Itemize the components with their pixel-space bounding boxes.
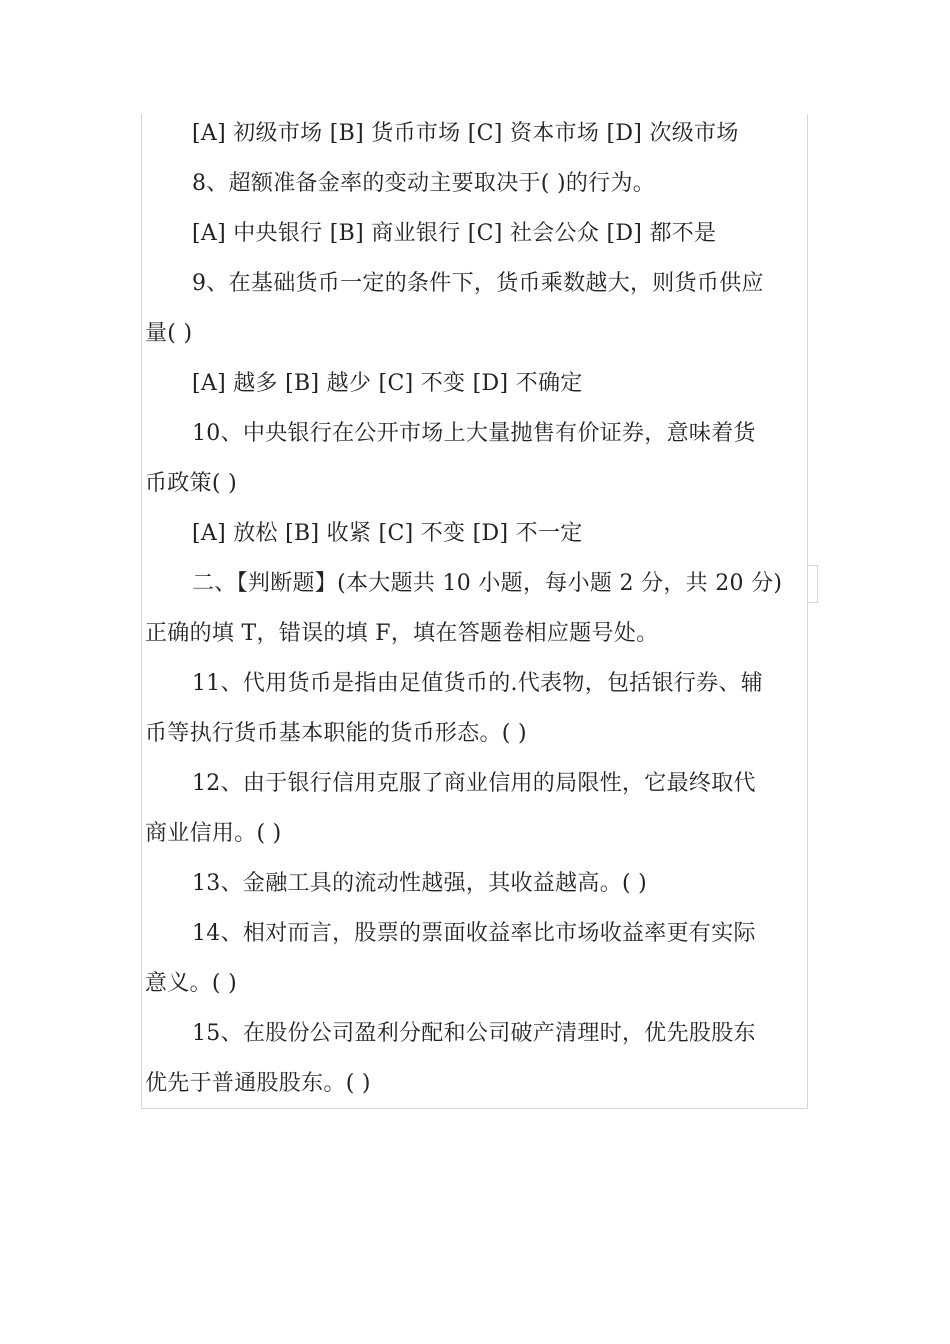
question-10-stem-line-2: 币政策( ) <box>145 471 237 496</box>
question-9-stem-line-2: 量( ) <box>145 321 193 346</box>
question-7-options: [A] 初级市场 [B] 货币市场 [C] 资本市场 [D] 次级市场 <box>192 121 739 146</box>
question-11-line-2: 币等执行货币基本职能的货币形态。( ) <box>145 721 527 746</box>
question-14-line-2: 意义。( ) <box>145 971 237 996</box>
question-8-stem: 8、超额准备金率的变动主要取决于( )的行为。 <box>192 171 656 196</box>
question-9-stem-line-1: 9、在基础货币一定的条件下，货币乘数越大，则货币供应 <box>192 271 764 296</box>
question-13: 13、金融工具的流动性越强，其收益越高。( ) <box>192 871 648 896</box>
section-2-heading: 二、【判断题】(本大题共 10 小题，每小题 2 分，共 20 分) <box>192 571 783 596</box>
question-8-options: [A] 中央银行 [B] 商业银行 [C] 社会公众 [D] 都不是 <box>192 221 717 246</box>
question-12-line-2: 商业信用。( ) <box>145 821 282 846</box>
question-12-line-1: 12、由于银行信用克服了商业信用的局限性，它最终取代 <box>192 771 756 796</box>
question-10-options: [A] 放松 [B] 收紧 [C] 不变 [D] 不一定 <box>192 521 583 546</box>
question-15-line-2: 优先于普通股股东。( ) <box>145 1071 371 1096</box>
question-11-line-1: 11、代用货币是指由足值货币的.代表物，包括银行券、辅 <box>192 671 764 696</box>
document-body <box>145 109 815 1109</box>
question-10-stem-line-1: 10、中央银行在公开市场上大量抛售有价证券，意味着货 <box>192 421 756 446</box>
question-14-line-1: 14、相对而言，股票的票面收益率比市场收益率更有实际 <box>192 921 756 946</box>
section-2-instructions: 正确的填 T，错误的填 F，填在答题卷相应题号处。 <box>145 621 659 646</box>
question-15-line-1: 15、在股份公司盈利分配和公司破产清理时，优先股股东 <box>192 1021 756 1046</box>
question-9-options: [A] 越多 [B] 越少 [C] 不变 [D] 不确定 <box>192 371 583 396</box>
